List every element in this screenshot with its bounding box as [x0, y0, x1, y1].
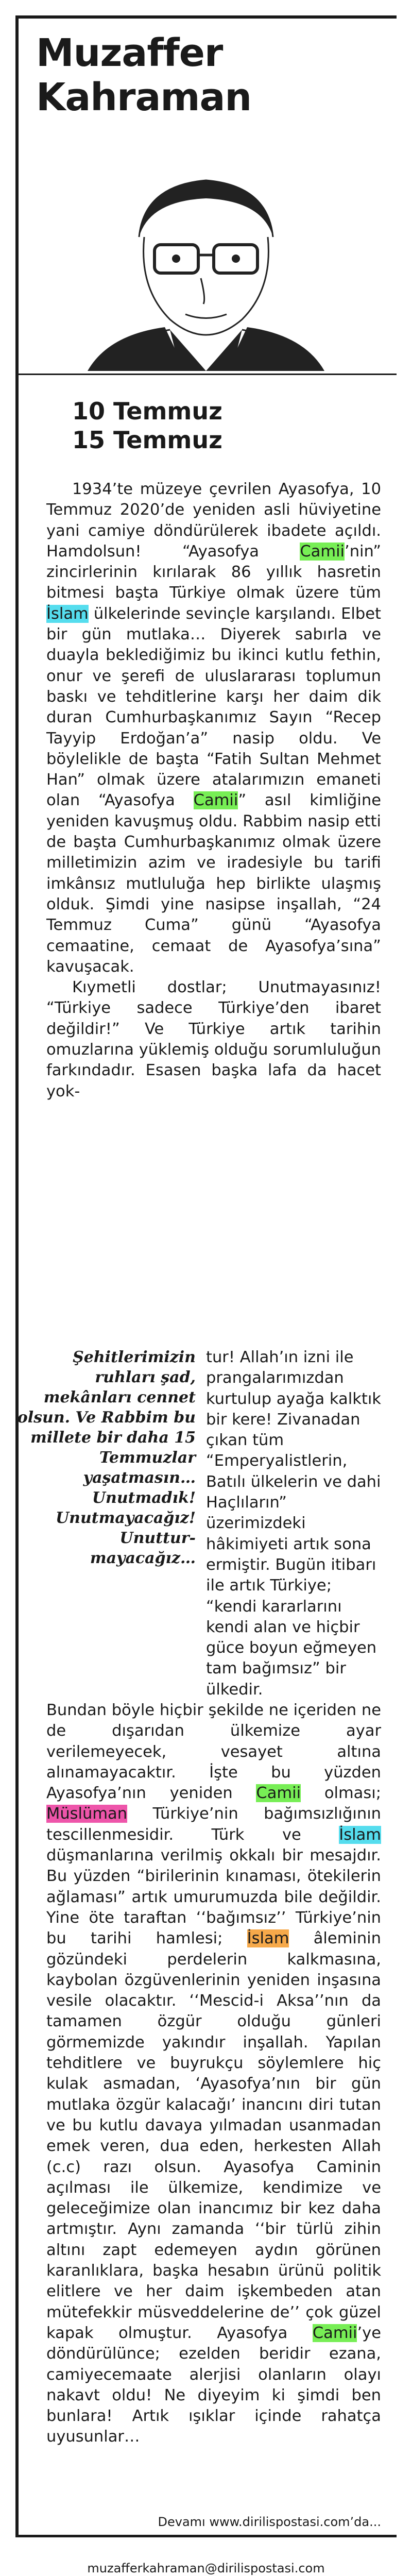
- top-rule: [15, 15, 397, 19]
- text-run: Bundan böyle hiçbir şekilde ne içeriden ne de dışarıdan ülkemize ayar verilemeyecek, vesayet altına alınamayacaktır. İşte bu yüzden Ayasofya’nın yeniden: [46, 1701, 381, 1803]
- left-rule: [15, 15, 19, 2535]
- article-title: [72, 397, 222, 454]
- author-portrait: [67, 155, 345, 371]
- paragraph-3: [46, 1700, 381, 2448]
- article-body: [46, 479, 381, 1102]
- highlight-camii: Camii: [300, 542, 345, 561]
- author-email[interactable]: muzafferkahraman@dirilispostasi.com: [87, 2561, 325, 2575]
- author-header: [36, 31, 412, 120]
- text-run: ’nin” zincirlerinin kırılarak 86 yıllık hasretin bitmesi başta Türkiye olmak üzere tüm: [46, 542, 381, 602]
- paragraph-1: [46, 479, 381, 977]
- text-run: âleminin gözündeki perdelerin kalkmasına, kaybolan özgüvenlerinin yeniden inşasına vesile olacaktır. ‘‘Mescid-i Aksa’’nın da tamamen özgür olduğu günleri görmemizde yakındır inşallah. Yapılan tehditlere ve buyrukçu söylemlere hiç kulak asmadan, ‘Ayasofya’nın bir gün mutlaka özgür kalacağı’ inancını diri tutan ve bu kutlu davaya yılmadan usanmadan emek veren, dua eden, herkesten Allah (c.c) razı olsun. Ayasofya Caminin açılması ile ülkemize, kendimize ve geleceğimize olan inancımız bir kez daha artmıştır. Aynı zamanda ‘‘bir türlü zihin altını zapt edemeyen aydın görünen karanlıklara, başka hesabın ürünü politik elitlere ve her daim işkembeden atan mütefekkir müsveddelerine de’’ çok güzel kapak olmuştur. Ayasofya: [46, 1929, 381, 2342]
- continued-link[interactable]: Devamı www.dirilispostasi.com’da...: [158, 2515, 381, 2529]
- portrait-divider: [15, 374, 397, 375]
- highlight-islam: İslam: [339, 1825, 381, 1844]
- paragraph-2: Kıymetli dostlar; Unutmayasınız! “Türkiye sadece Türkiye’den ibaret değildir!” Ve Türkiye artık tarihin omuzlarına yüklemiş olduğu sorumluluğun farkındadır. Esasen başka lafa da hacet yok-: [46, 978, 381, 1100]
- text-run: ’ye döndürülünce; ezelden beridir ezana, camiyecemaate alerjisi olanların olayı nakavt oldu! Ne diyeyim ki şimdi ben bunlara! Artık ışıklar içinde rahatça uyusunlar…: [46, 2324, 381, 2446]
- text-run: ” asıl kimliğine yeniden kavuşmuş oldu. Rabbim nasip etti de başta Cumhurbaşkanımız olmak üzere milletimizin azim ve iradesiyle bu tarifi imkânsız mutluluğa hep birlikte ulaşmış olduk. Şimdi yine nasipse inşallah, “24 Temmuz Cuma” günü “Ayasofya cemaatine, cemaat de Ayasofya’sına” kavuşacak.: [46, 791, 381, 976]
- highlight-camii: Camii: [193, 791, 238, 810]
- title-line-2: 15 Temmuz: [72, 426, 222, 454]
- right-column-text: tur! Allah’ın izni ile prangalarımızdan kurtulup ayağa kalktık bir kere! Zivanadan çıkan tüm “Emperyalistlerin, Batılı ülkelerin ve dahi Haçlıların” üzerimizdeki hâkimiyeti artık sona ermiştir. Bugün itibarı ile artık Türkiye; “kendi kararlarını kendi alan ve hiçbir güce boyun eğmeyen tam bağımsız” bir ülkedir.: [206, 1348, 381, 1699]
- text-run: ülkelerinde sevinçle karşılandı. Elbet bir gün mutlaka… Diyerek sabırla ve duayla beklediğimiz bu ikinci kutlu fethin, onur ve şerefi de uluslararası toplumun baskı ve tehditlerine karşı her daim dik duran Cumhurbaşkanımız Sayın “Recep Tayyip Erdoğan’a” nasip oldu. Ve böylelikle de başta “Fatih Sultan Mehmet Han” olmak üzere atalarımızın emaneti olan “Ayasofya: [46, 604, 381, 810]
- text-run: olması;: [301, 1784, 381, 1803]
- author-first-name: Muzaffer: [36, 31, 223, 75]
- highlight-islam: İslam: [46, 604, 89, 623]
- bottom-rule: [15, 2535, 397, 2537]
- highlight-musluman: Müslüman: [46, 1805, 128, 1823]
- text-run: düşmanlarına verilmiş okkalı bir mesajdır. Bu yüzden “birilerinin kınaması, ötekilerin ağlaması” artık umurumuzda bile değildir. Yine öte taraftan ‘‘bağımsız’’ Türkiye’nin bu tarihi hamlesi;: [46, 1846, 381, 1948]
- article-column: [15, 0, 397, 2576]
- text-run: 1934’te müzeye çevrilen Ayasofya, 10 Temmuz 2020’de yeniden asli hüviyetine yani camiye döndürülerek ibadete açıldı. Hamdolsun! “Ayasofya: [46, 480, 381, 561]
- article-body-continued: [46, 1700, 381, 2448]
- highlight-camii: Camii: [256, 1784, 301, 1803]
- pull-quote: Şehitlerimizin ruhları şad, mekânları cennet olsun. Ve Rabbim bu millete bir daha 15 Temmuzlar yaşatmasın… Unutmadık! Unutmayacağız! Unuttur-mayacağız…: [17, 1348, 196, 1567]
- title-line-1: 10 Temmuz: [72, 397, 222, 425]
- text-run: Türkiye’nin bağımsızlığının tescillenmesidir. Türk ve: [46, 1805, 381, 1844]
- author-last-name: Kahraman: [36, 75, 252, 120]
- highlight-islam-orange: İslam: [247, 1929, 289, 1948]
- highlight-camii: Camii: [312, 2324, 357, 2342]
